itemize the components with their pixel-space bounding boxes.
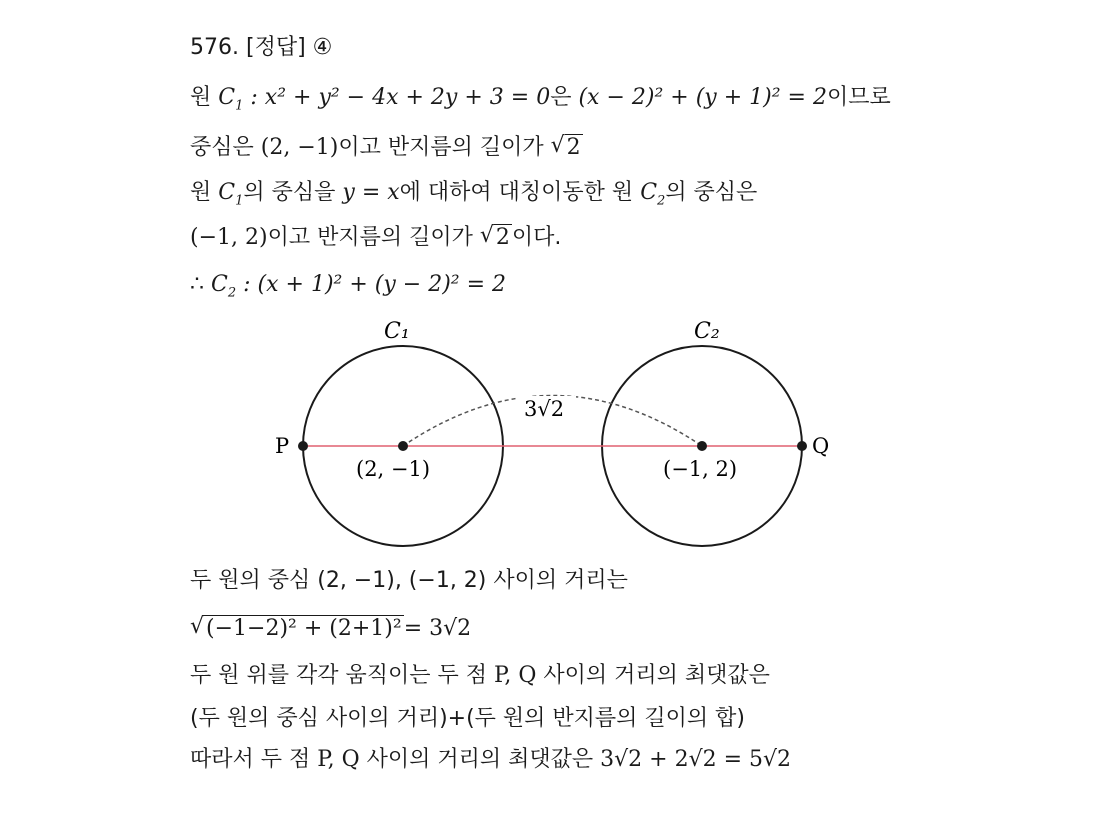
answer-tag: [정답] xyxy=(245,35,306,60)
text-segment: 이다. xyxy=(511,225,562,250)
distance-result: = 3√2 xyxy=(403,616,472,641)
center-c2: (−1, 2) xyxy=(190,225,268,250)
point-q xyxy=(797,441,807,451)
circle-name-c2: $C_2$ xyxy=(211,272,237,301)
problem-number: 576. xyxy=(190,35,239,60)
circle-name-c2: $C_2$ xyxy=(640,180,666,209)
text-segment: 사이의 거리의 최댓값은 xyxy=(543,663,770,688)
label-center-c2: (−1, 2) xyxy=(663,457,738,481)
equation-c1-general: : x² + y² − 4x + 2y + 3 = 0 xyxy=(250,85,551,110)
label-p: P xyxy=(275,434,290,458)
text-segment: 의 중심을 xyxy=(243,180,336,205)
label-q: Q xyxy=(812,434,830,458)
equation-c2: : (x + 1)² + (y − 2)² = 2 xyxy=(243,272,507,297)
answer-value: ④ xyxy=(312,35,333,60)
final-answer-equation: 3√2 + 2√2 = 5√2 xyxy=(600,747,792,772)
center-point-c1 xyxy=(398,441,408,451)
text-segment: 은 xyxy=(550,85,572,110)
text-segment: 이고 반지름의 길이가 xyxy=(338,135,544,160)
sqrt-radius: √ 2 xyxy=(551,133,583,163)
circle-name-c1: $C_1$ xyxy=(218,180,244,209)
text-segment: 따라서 두 점 xyxy=(190,747,311,772)
therefore-symbol: ∴ xyxy=(190,272,204,297)
text-segment: 의 중심은 xyxy=(665,180,758,205)
text-segment: 사이의 거리의 최댓값은 xyxy=(366,747,594,772)
text-segment: 이므로 xyxy=(826,85,891,110)
text-segment: 에 대하여 대칭이동한 원 xyxy=(399,180,634,205)
distance-sqrt: √ (−1−2)² + (2+1)² xyxy=(190,614,404,644)
equation-c1-standard: (x − 2)² + (y + 1)² = 2 xyxy=(578,85,827,110)
label-c2: C₂ xyxy=(694,319,720,344)
points-pq: P, Q xyxy=(493,663,537,688)
solution-line-8 xyxy=(190,661,770,691)
text-segment: 원 xyxy=(190,180,212,205)
center-point-c2 xyxy=(697,441,707,451)
solution-line-6: 두 원의 중심 (2, −1), (−1, 2) 사이의 거리는 xyxy=(190,568,628,593)
text-segment: 두 원 위를 각각 움직이는 두 점 xyxy=(190,663,487,688)
sqrt-radius: √ 2 xyxy=(480,223,512,253)
text-segment: 중심은 xyxy=(190,135,254,160)
circle-name-c1: $C_1$ xyxy=(218,85,244,114)
center-c1: (2, −1) xyxy=(260,135,339,160)
label-center-c1: (2, −1) xyxy=(356,457,431,481)
label-c1: C₁ xyxy=(384,319,410,344)
points-pq: P, Q xyxy=(317,747,360,772)
text-segment: 원 xyxy=(190,85,212,110)
solution-line-10 xyxy=(190,745,791,775)
line-y-eq-x: y = x xyxy=(342,180,400,205)
text-segment: 이고 반지름의 길이가 xyxy=(267,225,473,250)
label-distance: 3√2 xyxy=(524,397,565,421)
solution-line-9: (두 원의 중심 사이의 거리)+(두 원의 반지름의 길이의 합) xyxy=(190,706,746,731)
point-p xyxy=(298,441,308,451)
solution-line-7 xyxy=(190,614,471,644)
